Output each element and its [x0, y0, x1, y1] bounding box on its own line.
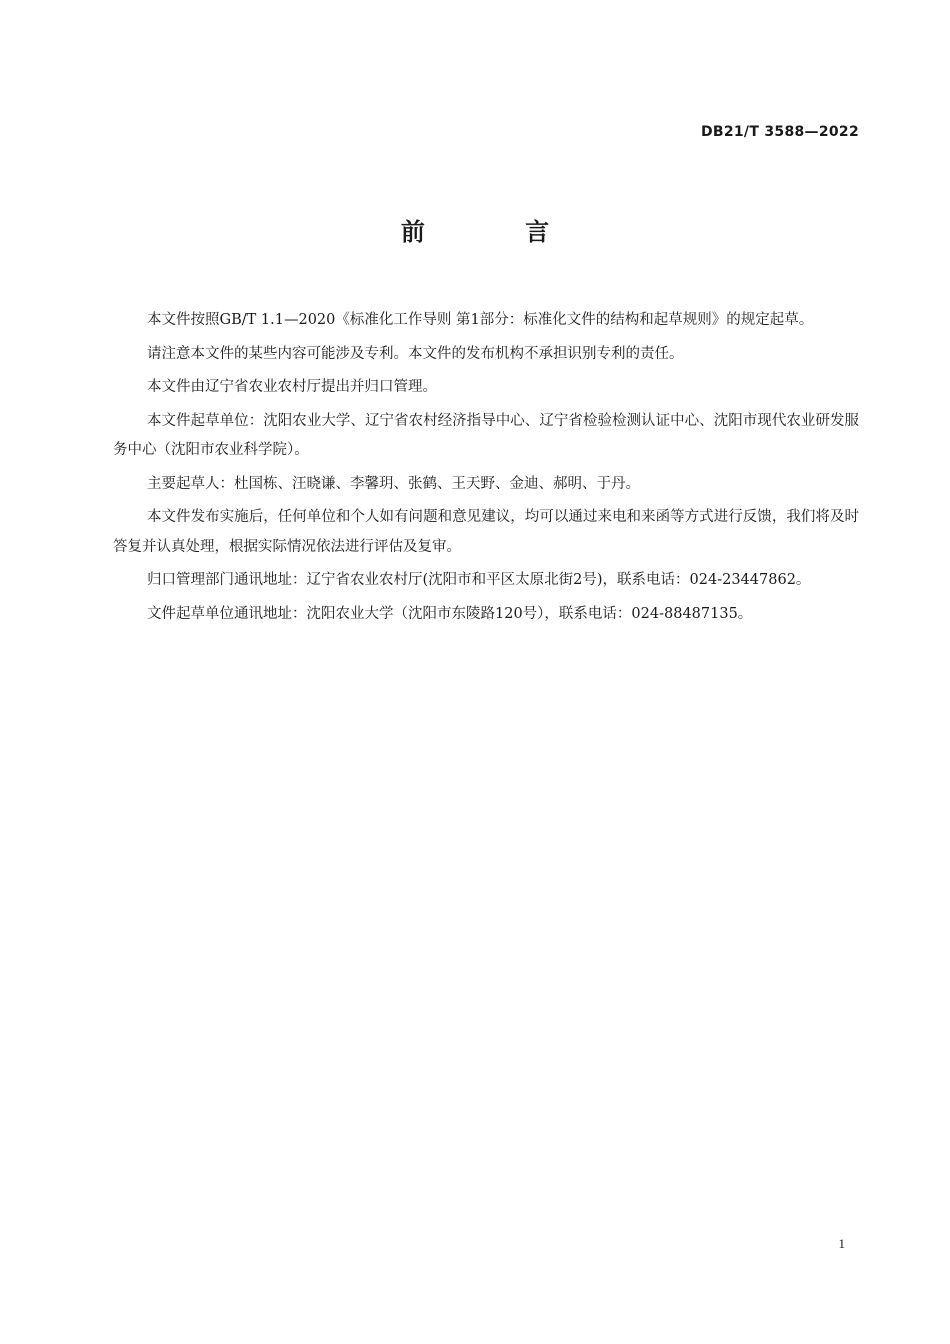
paragraph-patent-notice: 请注意本文件的某些内容可能涉及专利。本文件的发布机构不承担识别专利的责任。	[147, 345, 684, 362]
paragraph-drafting-units: 本文件起草单位：沈阳农业大学、辽宁省农村经济指导中心、辽宁省检验检测认证中心、沈阳市现代农业研发服务中心（沈阳市农业科学院）。	[113, 412, 859, 458]
document-code: DB21/T 3588—2022	[700, 124, 859, 140]
paragraph-main-drafters: 主要起草人：杜国栋、汪晓谦、李馨玥、张鹤、王天野、金迪、郝明、于丹。	[147, 475, 640, 492]
paragraph-admin-contact: 归口管理部门通讯地址：辽宁省农业农村厅(沈阳市和平区太原北街2号)，联系电话：024-23447862。	[147, 572, 811, 588]
page-number: 1	[838, 1236, 845, 1251]
foreword-body	[113, 306, 859, 633]
paragraph-drafting-rules: 本文件按照GB/T 1.1—2020《标准化工作导则 第1部分：标准化文件的结构和起草规则》的规定起草。	[147, 312, 814, 328]
paragraph-feedback: 本文件发布实施后，任何单位和个人如有问题和意见建议，均可以通过来电和来函等方式进行反馈，我们将及时答复并认真处理，根据实际情况依法进行评估及复审。	[113, 509, 859, 555]
page-title: 前 言	[400, 218, 596, 246]
paragraph-proposer: 本文件由辽宁省农业农村厅提出并归口管理。	[147, 379, 437, 395]
paragraph-drafter-contact: 文件起草单位通讯地址：沈阳农业大学（沈阳市东陵路120号），联系电话：024-88487135。	[147, 605, 753, 622]
